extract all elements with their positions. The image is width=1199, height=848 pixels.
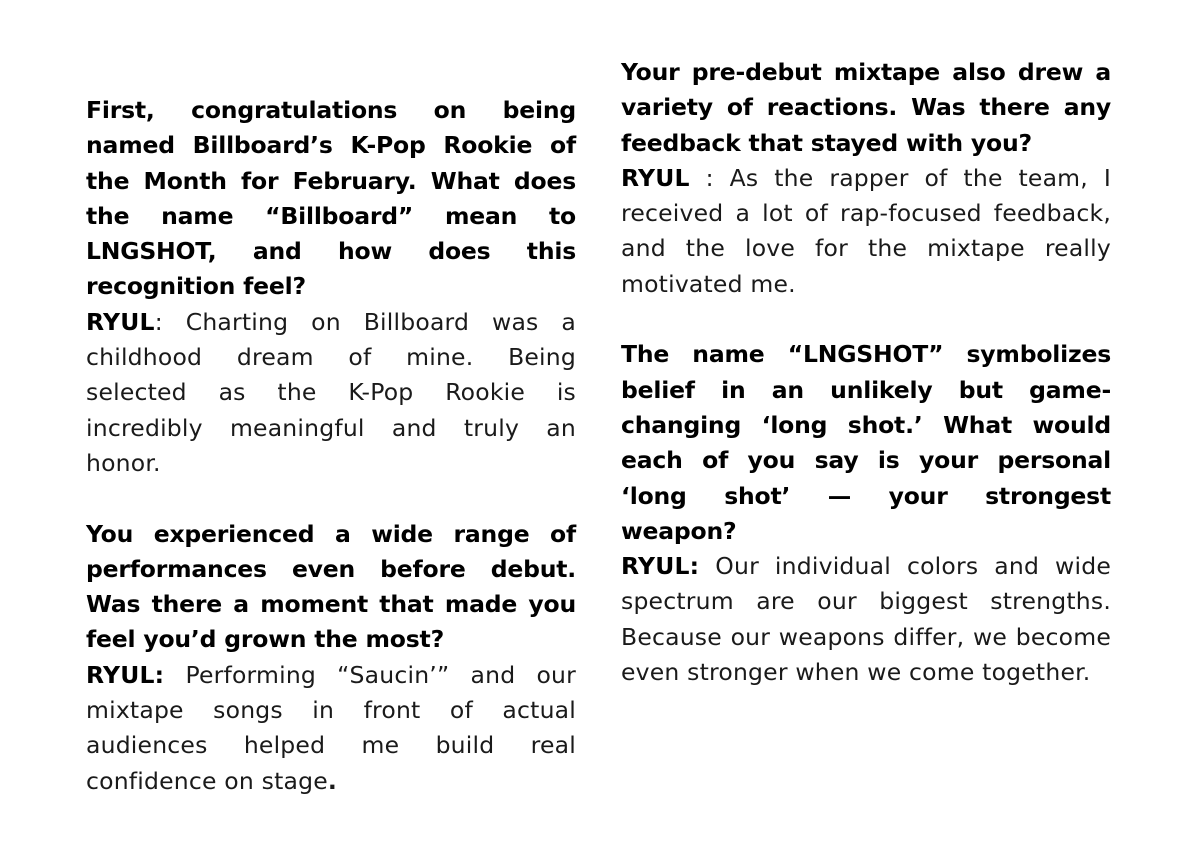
speaker-label: RYUL (86, 307, 155, 336)
speaker-label: RYUL (621, 163, 690, 192)
answer-body: Our individual colors and wide spectrum are our biggest strengths. Because our weapons differ, we become even stronger when we come together. (621, 552, 1111, 687)
qa-block-mixtape (621, 55, 1111, 302)
right-column (621, 55, 1111, 690)
answer-text (621, 161, 1111, 302)
answer-body: Performing “Saucin’” and our mixtape songs in front of actual audiences helped me build real confidence on stage (86, 660, 576, 795)
answer-text (621, 549, 1111, 690)
answer-body: : As the rapper of the team, I received a lot of rap-focused feedback, and the love for the mixtape really motivated me. (621, 163, 1111, 298)
speaker-label: RYUL: (86, 660, 165, 689)
question-text: Your pre-debut mixtape also drew a variety of reactions. Was there any feedback that stayed with you? (621, 58, 1111, 157)
answer-text (86, 305, 576, 481)
left-column (86, 93, 576, 799)
answer-text (86, 658, 576, 799)
qa-block-billboard (86, 93, 576, 481)
question-text: The name “LNGSHOT” symbolizes belief in an unlikely but game-changing ‘long shot.’ What would each of you say is your personal ‘long shot’ — your strongest weapon? (621, 340, 1111, 545)
qa-block-performances (86, 517, 576, 799)
question-text: You experienced a wide range of performances even before debut. Was there a moment that made you feel you’d grown the most? (86, 519, 576, 654)
answer-body: : Charting on Billboard was a childhood dream of mine. Being selected as the K-Pop Rookie is incredibly meaningful and truly an honor. (86, 307, 576, 477)
speaker-label: RYUL: (621, 552, 700, 581)
qa-block-long-shot (621, 337, 1111, 690)
question-text: First, congratulations on being named Billboard’s K-Pop Rookie of the Month for February. What does the name “Billboard” mean to LNGSHOT, and how does this recognition feel? (86, 96, 576, 301)
answer-period: . (327, 766, 338, 795)
